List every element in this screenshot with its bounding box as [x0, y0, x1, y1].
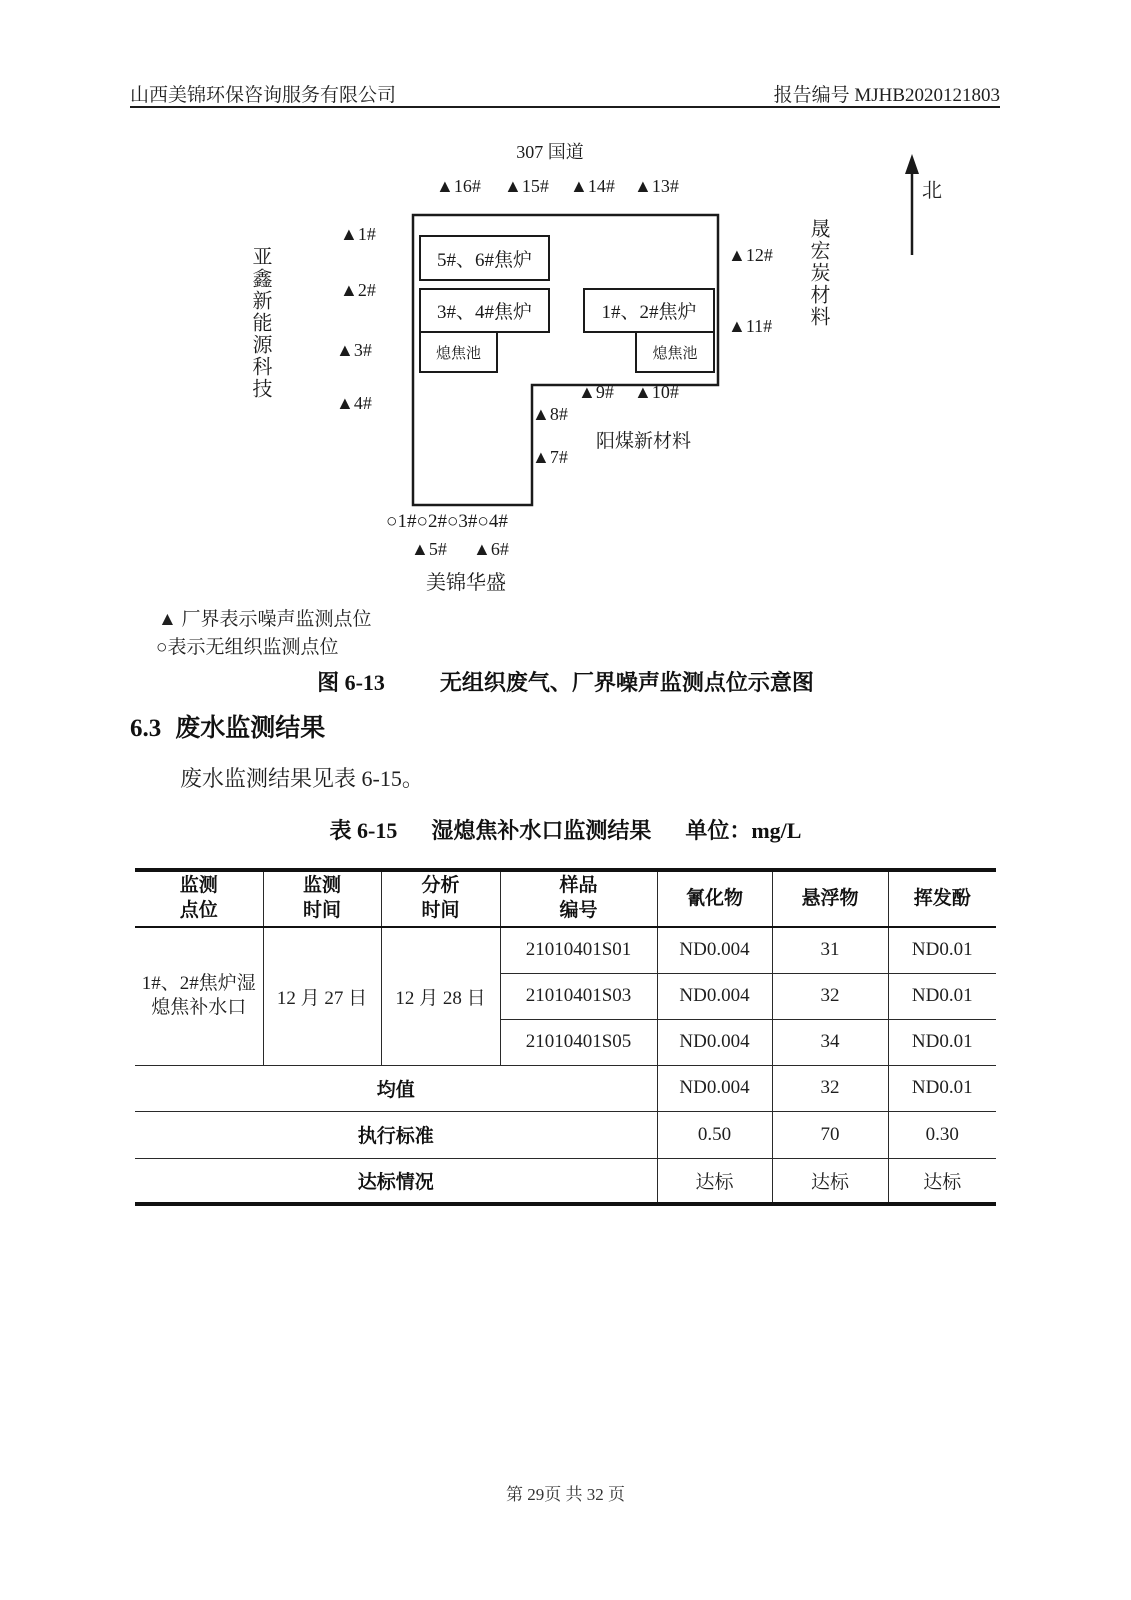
noise-point-10: ▲10# — [634, 382, 679, 402]
col-header-analysis-date: 分析 时间 — [381, 870, 500, 927]
monitoring-table-wrap — [135, 868, 996, 1206]
noise-point-13: ▲13# — [634, 176, 679, 196]
noise-point-5: ▲5# — [411, 539, 447, 559]
company-name: 山西美锦环保咨询服务有限公司 — [130, 85, 397, 106]
col-header-sample-date: 监测 时间 — [263, 870, 381, 927]
table-header-row — [135, 870, 996, 927]
col-header-cyanide: 氰化物 — [657, 870, 772, 927]
north-label: 北 — [922, 180, 942, 202]
north-arrow-head — [905, 154, 919, 174]
noise-point-12: ▲12# — [728, 245, 773, 265]
noise-point-15: ▲15# — [504, 176, 549, 196]
section-number: 6.3 — [130, 715, 162, 742]
cell-suspended: 32 — [772, 973, 888, 1019]
header-rule — [130, 106, 1000, 108]
noise-point-1: ▲1# — [340, 224, 376, 244]
col-header-sample-id: 样品 编号 — [500, 870, 657, 927]
south-neighbor-label: 美锦华盛 — [426, 572, 506, 594]
west-neighbor-label: 亚鑫新能源科技 — [249, 246, 271, 400]
section-title: 废水监测结果 — [175, 715, 326, 742]
cell-site: 1#、2#焦炉湿 熄焦补水口 — [135, 927, 263, 1065]
figure-caption-title: 无组织废气、厂界噪声监测点位示意图 — [439, 670, 814, 695]
road-label: 307 国道 — [516, 142, 584, 162]
cell-phenol: ND0.01 — [888, 973, 996, 1019]
col-header-volatile-phenol: 挥发酚 — [888, 870, 996, 927]
table-caption-unit: 单位：mg/L — [685, 818, 802, 843]
figure-caption — [0, 666, 1131, 697]
compliance-suspended: 达标 — [772, 1158, 888, 1204]
monitoring-table — [135, 868, 996, 1206]
quench-pool-right-box: 熄焦池 — [635, 331, 715, 373]
noise-point-7: ▲7# — [532, 447, 568, 467]
noise-point-8: ▲8# — [532, 404, 568, 424]
noise-point-11: ▲11# — [728, 316, 773, 336]
standard-suspended: 70 — [772, 1111, 888, 1158]
cell-phenol: ND0.01 — [888, 1019, 996, 1065]
noise-point-9: ▲9# — [578, 382, 614, 402]
col-header-suspended-solids: 悬浮物 — [772, 870, 888, 927]
noise-point-3: ▲3# — [336, 340, 372, 360]
cell-phenol: ND0.01 — [888, 927, 996, 973]
table-row-s01 — [135, 927, 996, 973]
table-caption-title: 湿熄焦补水口监测结果 — [431, 818, 652, 843]
intro-paragraph: 废水监测结果见表 6-15。 — [180, 766, 424, 791]
site-diagram — [0, 130, 1131, 665]
cell-suspended: 34 — [772, 1019, 888, 1065]
cell-sample-id: 21010401S05 — [500, 1019, 657, 1065]
compliance-phenol: 达标 — [888, 1158, 996, 1204]
compliance-cyanide: 达标 — [657, 1158, 772, 1204]
table-caption — [0, 814, 1131, 845]
fugitive-points-row: ○1#○2#○3#○4# — [386, 511, 508, 532]
mean-label: 均值 — [135, 1065, 657, 1111]
figure-caption-label: 图 6-13 — [317, 670, 385, 695]
cell-sample-id: 21010401S03 — [500, 973, 657, 1019]
mean-cyanide: ND0.004 — [657, 1065, 772, 1111]
mean-suspended: 32 — [772, 1065, 888, 1111]
standard-label: 执行标准 — [135, 1111, 657, 1158]
cell-sample-id: 21010401S01 — [500, 927, 657, 973]
cell-cyanide: ND0.004 — [657, 973, 772, 1019]
cell-cyanide: ND0.004 — [657, 927, 772, 973]
noise-point-4: ▲4# — [336, 393, 372, 413]
compliance-label: 达标情况 — [135, 1158, 657, 1204]
noise-point-6: ▲6# — [473, 539, 509, 559]
legend-noise-points: ▲ 厂界表示噪声监测点位 — [158, 609, 372, 630]
table-row-compliance — [135, 1158, 996, 1204]
east-neighbor-label: 晟宏炭材料 — [807, 218, 829, 328]
standard-phenol: 0.30 — [888, 1111, 996, 1158]
cell-sample-date: 12 月 27 日 — [263, 927, 381, 1065]
table-row-mean — [135, 1065, 996, 1111]
noise-point-14: ▲14# — [570, 176, 615, 196]
cell-analysis-date: 12 月 28 日 — [381, 927, 500, 1065]
col-header-site: 监测 点位 — [135, 870, 263, 927]
coke-oven-1-2-box: 1#、2#焦炉 — [583, 288, 715, 333]
standard-cyanide: 0.50 — [657, 1111, 772, 1158]
noise-point-2: ▲2# — [340, 280, 376, 300]
coke-oven-5-6-box: 5#、6#焦炉 — [419, 235, 550, 281]
section-heading — [130, 708, 325, 744]
cell-cyanide: ND0.004 — [657, 1019, 772, 1065]
coke-oven-3-4-box: 3#、4#焦炉 — [419, 288, 550, 333]
noise-point-16: ▲16# — [436, 176, 481, 196]
table-caption-label: 表 6-15 — [329, 818, 398, 843]
mean-phenol: ND0.01 — [888, 1065, 996, 1111]
table-row-standard — [135, 1111, 996, 1158]
quench-pool-left-box: 熄焦池 — [419, 331, 498, 373]
report-number: 报告编号 MJHB2020121803 — [773, 85, 1000, 106]
legend-fugitive-points: ○表示无组织监测点位 — [156, 637, 339, 658]
southeast-neighbor-label: 阳煤新材料 — [596, 431, 692, 452]
boundary-and-north-arrow — [0, 130, 1131, 665]
page-number: 第 29页 共 32 页 — [506, 1485, 625, 1504]
cell-suspended: 31 — [772, 927, 888, 973]
